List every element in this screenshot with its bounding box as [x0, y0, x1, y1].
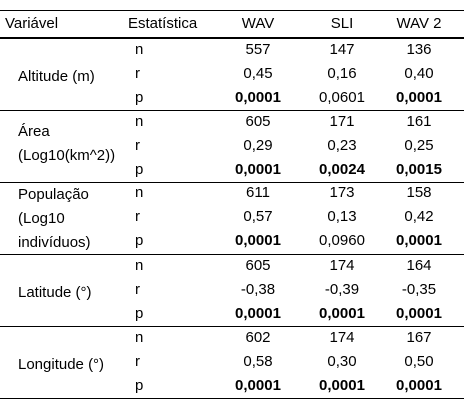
value-cell: 0,42	[404, 208, 434, 225]
value-cell: 173	[329, 184, 355, 201]
value-cell: 174	[329, 329, 355, 346]
value-cell: 0,45	[243, 65, 273, 82]
stat-label: n	[135, 257, 144, 274]
header-sli: SLI	[330, 15, 354, 32]
value-cell: 147	[329, 41, 355, 58]
value-cell: 0,0001	[396, 305, 442, 322]
value-cell: 0,0001	[235, 89, 281, 106]
value-cell: 0,23	[327, 137, 357, 154]
value-cell: 171	[329, 113, 355, 130]
value-cell: 0,0024	[319, 161, 365, 178]
value-cell: 158	[406, 184, 432, 201]
variable-label: (Log10	[18, 210, 65, 227]
variable-label: Área	[18, 123, 50, 140]
value-cell: 0,57	[243, 208, 273, 225]
value-cell: 0,0001	[319, 377, 365, 394]
value-cell: 164	[406, 257, 432, 274]
stat-label: p	[135, 377, 144, 394]
value-cell: 0,0001	[396, 377, 442, 394]
table-rule	[0, 10, 464, 11]
header-wav2: WAV 2	[396, 15, 442, 32]
stat-label: n	[135, 113, 144, 130]
value-cell: 0,0960	[319, 232, 365, 249]
stat-label: p	[135, 305, 144, 322]
variable-label: indivíduos)	[18, 234, 91, 251]
value-cell: 136	[406, 41, 432, 58]
value-cell: 0,0001	[396, 89, 442, 106]
stat-label: n	[135, 329, 144, 346]
value-cell: 0,29	[243, 137, 273, 154]
value-cell: 0,0001	[235, 232, 281, 249]
value-cell: 605	[245, 113, 271, 130]
table-rule	[0, 37, 464, 39]
value-cell: 0,13	[327, 208, 357, 225]
stat-label: p	[135, 232, 144, 249]
value-cell: 0,16	[327, 65, 357, 82]
table-rule	[0, 182, 464, 183]
header-wav: WAV	[241, 15, 275, 32]
value-cell: 0,58	[243, 353, 273, 370]
value-cell: 605	[245, 257, 271, 274]
stat-label: r	[135, 353, 140, 370]
stat-label: p	[135, 161, 144, 178]
stat-label: r	[135, 137, 140, 154]
value-cell: 611	[246, 184, 270, 201]
variable-label: (Log10(km^2))	[18, 147, 116, 164]
value-cell: -0,35	[401, 281, 437, 298]
value-cell: 557	[245, 41, 271, 58]
value-cell: 161	[406, 113, 432, 130]
value-cell: 0,25	[404, 137, 434, 154]
value-cell: 0,50	[404, 353, 434, 370]
variable-label: Longitude (°)	[18, 356, 105, 373]
table-rule	[0, 110, 464, 111]
value-cell: 167	[406, 329, 432, 346]
value-cell: 0,0001	[235, 161, 281, 178]
value-cell: 0,30	[327, 353, 357, 370]
table-rule	[0, 326, 464, 327]
value-cell: -0,38	[240, 281, 276, 298]
variable-label: Latitude (°)	[18, 284, 92, 301]
stat-label: r	[135, 281, 140, 298]
value-cell: 0,0001	[396, 232, 442, 249]
stat-label: n	[135, 41, 144, 58]
value-cell: 0,0015	[396, 161, 442, 178]
stat-label: n	[135, 184, 144, 201]
table-rule	[0, 254, 464, 255]
header-estatistica: Estatística	[128, 15, 198, 32]
value-cell: 0,0001	[235, 305, 281, 322]
value-cell: 0,40	[404, 65, 434, 82]
stat-label: p	[135, 89, 144, 106]
value-cell: 0,0001	[235, 377, 281, 394]
variable-label: População	[18, 186, 89, 203]
value-cell: 602	[245, 329, 271, 346]
header-variavel: Variável	[5, 15, 59, 32]
table-rule	[0, 398, 464, 399]
value-cell: 174	[329, 257, 355, 274]
variable-label: Altitude (m)	[18, 68, 95, 85]
stat-label: r	[135, 208, 140, 225]
stat-label: r	[135, 65, 140, 82]
value-cell: 0,0601	[319, 89, 365, 106]
value-cell: -0,39	[324, 281, 360, 298]
value-cell: 0,0001	[319, 305, 365, 322]
